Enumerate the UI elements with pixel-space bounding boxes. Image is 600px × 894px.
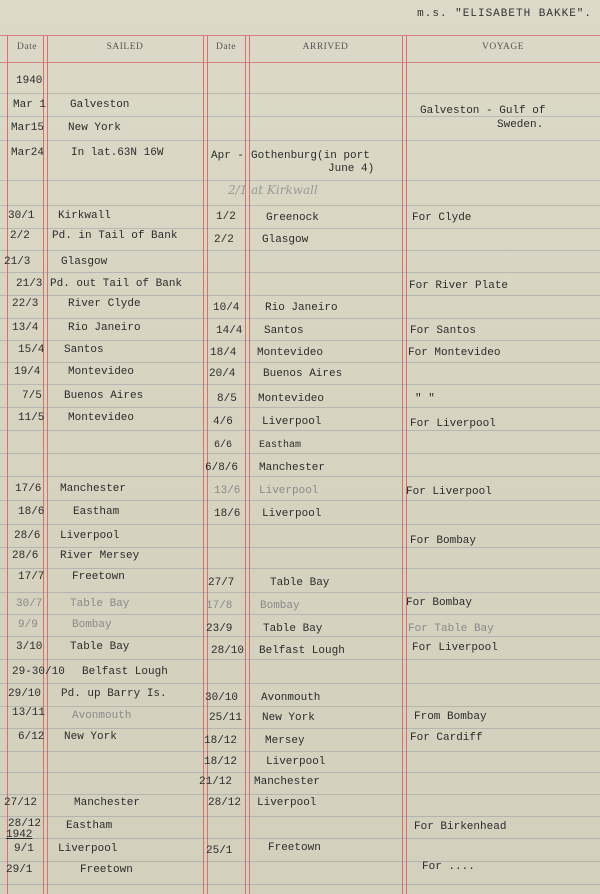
sailed-date: 9/9	[18, 619, 38, 631]
voyage: Galveston - Gulf of	[420, 105, 546, 117]
sailed-date: 28/12	[8, 818, 42, 830]
arrived-place: Freetown	[268, 842, 321, 854]
arrived-place: Liverpool	[266, 756, 326, 768]
sailed-place: Buenos Aires	[64, 390, 144, 402]
sailed-place: Galveston	[70, 99, 130, 111]
arrived-date: 28/10	[211, 645, 245, 657]
arrived-date: 28/12	[208, 797, 242, 809]
sailed-place: Bombay	[72, 619, 112, 631]
sailed-date: 19/4	[14, 366, 41, 378]
sailed-place: River Clyde	[68, 298, 141, 310]
arrived-place: Liverpool	[262, 416, 322, 428]
arrived-date: 27/7	[208, 577, 235, 589]
sailed-date: 3/10	[16, 641, 43, 653]
sailed-place: Pd. up Barry Is.	[61, 688, 167, 700]
arrived-place: Greenock	[266, 212, 319, 224]
year-label: 1942	[6, 829, 33, 841]
voyage: From Bombay	[414, 711, 487, 723]
voyage: For Cardiff	[410, 732, 483, 744]
arrived-place: Santos	[264, 325, 304, 337]
sailed-place: Montevideo	[68, 366, 135, 378]
arrived-date: 14/4	[216, 325, 243, 337]
sailed-place: Manchester	[60, 483, 127, 495]
header-voyage: VOYAGE	[481, 42, 525, 52]
arrived-date: 17/8	[206, 600, 233, 612]
sailed-place: Table Bay	[70, 598, 130, 610]
arrived-date: 13/6	[214, 485, 241, 497]
arrived-place: Table Bay	[270, 577, 330, 589]
sailed-place: In lat.63N 16W	[71, 147, 164, 159]
header-bottom-rule	[0, 62, 600, 63]
sailed-date: 28/6	[12, 550, 39, 562]
voyage: For River Plate	[409, 280, 509, 292]
arrived-date: 10/4	[213, 302, 240, 314]
sailed-place: Liverpool	[60, 530, 120, 542]
arrived-date: 18/6	[214, 508, 241, 520]
voyage: For Table Bay	[408, 623, 494, 635]
arrived-place: Avonmouth	[261, 692, 321, 704]
sailed-date: 21/3	[16, 278, 43, 290]
year-label: 1940	[16, 75, 43, 87]
arrived-place: Table Bay	[263, 623, 323, 635]
sailed-place: Santos	[64, 344, 104, 356]
arrived-date: 23/9	[206, 623, 233, 635]
header-date-sailed: Date	[17, 42, 37, 52]
sailed-date: 22/3	[12, 298, 39, 310]
header-arrived: ARRIVED	[302, 42, 349, 52]
handwritten-note: 2/1 at Kirkwall	[228, 183, 318, 197]
sailed-place: Table Bay	[70, 641, 130, 653]
sailed-place: Pd. in Tail of Bank	[52, 230, 178, 242]
sailed-place: Manchester	[74, 797, 141, 809]
header-sailed: SAILED	[106, 42, 144, 52]
voyage: For Liverpool	[406, 486, 492, 498]
sailed-date: 29/10	[8, 688, 42, 700]
sailed-place: Pd. out Tail of Bank	[50, 278, 183, 290]
header-date-arrived: Date	[216, 42, 236, 52]
voyage: For Liverpool	[412, 642, 498, 654]
col-line-left	[7, 35, 8, 894]
sailed-date: 29/1	[6, 864, 33, 876]
sailed-date: 6/12	[18, 731, 45, 743]
voyage: For Clyde	[412, 212, 472, 224]
voyage: For Bombay	[406, 597, 473, 609]
sailed-place: New York	[68, 122, 121, 134]
sailed-place: River Mersey	[60, 550, 140, 562]
sailed-place: Avonmouth	[72, 710, 132, 722]
sailed-date: 7/5	[22, 390, 42, 402]
arrived-date: 4/6	[213, 416, 233, 428]
sailed-place: Eastham	[73, 506, 120, 518]
arrived-place: Rio Janeiro	[265, 302, 338, 314]
arrived-date: 18/12	[204, 756, 238, 768]
ship-title: m.s. "ELISABETH BAKKE".	[417, 8, 592, 20]
sailed-date: 15/4	[18, 344, 45, 356]
header-top-rule	[0, 35, 600, 36]
arrived-place: Bombay	[260, 600, 300, 612]
sailed-place: Eastham	[66, 820, 113, 832]
sailed-place: Rio Janeiro	[68, 322, 141, 334]
col-line-arrived	[402, 35, 407, 894]
arrived-date: 6/8/6	[205, 462, 239, 474]
arrived-place: Gothenburg(in port	[251, 150, 370, 162]
voyage: For Birkenhead	[414, 821, 507, 833]
sailed-place: Glasgow	[61, 256, 108, 268]
arrived-place: Mersey	[265, 735, 305, 747]
sailed-date: 17/6	[15, 483, 42, 495]
sailed-date: Mar24	[11, 147, 45, 159]
sailed-place: Freetown	[80, 864, 133, 876]
sailed-date: 18/6	[18, 506, 45, 518]
arrived-place: Liverpool	[257, 797, 317, 809]
sailed-date: 2/2	[10, 230, 30, 242]
arrived-place: Buenos Aires	[263, 368, 343, 380]
voyage: For Montevideo	[408, 347, 501, 359]
arrived-place: Liverpool	[259, 485, 319, 497]
arrived-date: 2/2	[214, 234, 234, 246]
arrived-date: 30/10	[205, 692, 239, 704]
voyage: Sweden.	[497, 119, 544, 131]
arrived-date: Apr -	[211, 150, 245, 162]
arrived-place: Manchester	[259, 462, 326, 474]
arrived-date: 6/6	[214, 440, 233, 451]
arrived-place: Liverpool	[262, 508, 322, 520]
arrived-place: New York	[262, 712, 315, 724]
voyage: " "	[415, 393, 435, 405]
sailed-date: Mar15	[11, 122, 45, 134]
arrived-place: Montevideo	[258, 393, 325, 405]
col-line-date-sailed	[43, 35, 48, 894]
arrived-place: Glasgow	[262, 234, 309, 246]
arrived-date: 25/11	[209, 712, 243, 724]
voyage: For ....	[422, 861, 475, 873]
sailed-date: 21/3	[4, 256, 31, 268]
sailed-date: 30/1	[8, 210, 35, 222]
sailed-date: 13/11	[12, 707, 46, 719]
arrived-place: Eastham	[259, 440, 302, 451]
voyage: For Bombay	[410, 535, 477, 547]
arrived-date: 8/5	[217, 393, 237, 405]
sailed-date: 13/4	[12, 322, 39, 334]
arrived-place: Montevideo	[257, 347, 324, 359]
sailed-place: New York	[64, 731, 117, 743]
sailed-date: 11/5	[18, 412, 45, 424]
sailed-date: Mar 1	[13, 99, 47, 111]
arrived-date: 25/1	[206, 845, 233, 857]
sailed-place: Belfast Lough	[82, 666, 168, 678]
sailed-place: Freetown	[72, 571, 125, 583]
sailed-place: Liverpool	[58, 843, 118, 855]
sailed-date: 17/7	[18, 571, 45, 583]
voyage: For Liverpool	[410, 418, 496, 430]
sailed-date: 30/7	[16, 598, 43, 610]
arrived-date: 21/12	[199, 776, 233, 788]
sailed-date: 27/12	[4, 797, 38, 809]
sailed-place: Kirkwall	[58, 210, 111, 222]
sailed-place: Montevideo	[68, 412, 135, 424]
arrived-date: 1/2	[216, 211, 236, 223]
sailed-date: 28/6	[14, 530, 41, 542]
arrived-date: 18/4	[210, 347, 237, 359]
col-line-date-arrived	[245, 35, 250, 894]
sailed-date: 29-30/10	[12, 666, 65, 678]
arrived-place: Manchester	[254, 776, 321, 788]
voyage: For Santos	[410, 325, 477, 337]
arrived-place: Belfast Lough	[259, 645, 345, 657]
arrived-date: 20/4	[209, 368, 236, 380]
sailed-date: 9/1	[14, 843, 34, 855]
arrived-place: June 4)	[328, 163, 375, 175]
arrived-date: 18/12	[204, 735, 238, 747]
